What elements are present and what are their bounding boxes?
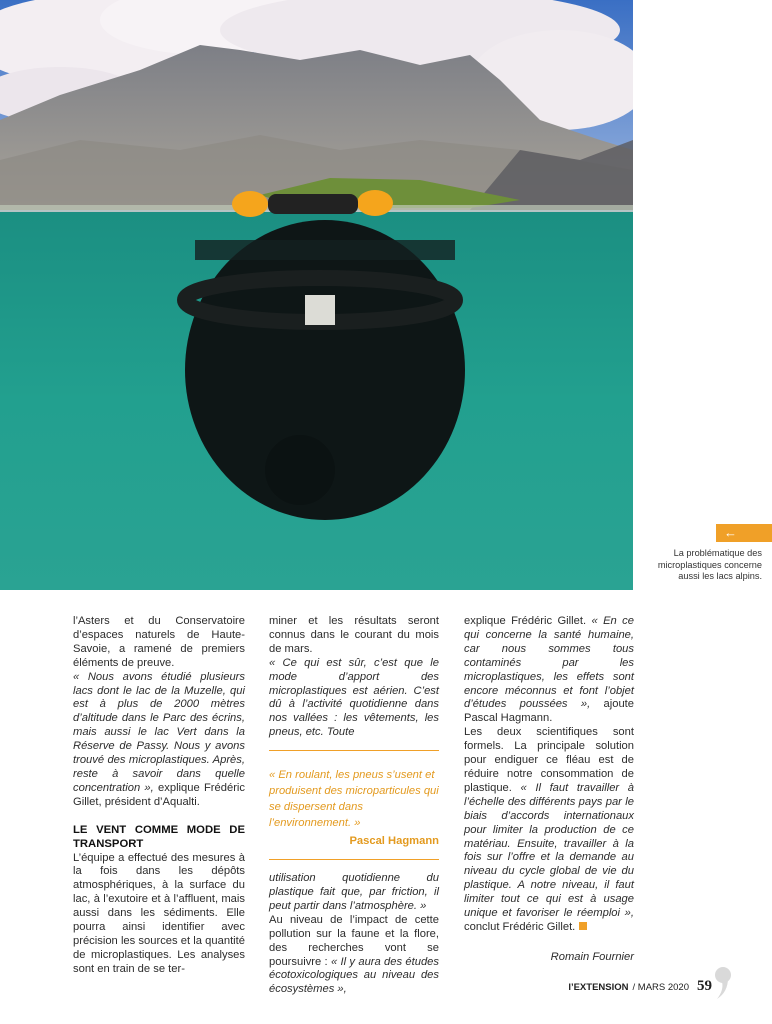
magazine-name: l’EXTENSION <box>568 982 629 993</box>
page-footer <box>568 978 712 995</box>
quote-span: « Il y aura des études écotoxicologiques au niveau des écosystèmes », <box>269 955 439 996</box>
paragraph: miner et les résultats seront connus dans le courant du mois de mars. <box>269 615 439 655</box>
pullquote-text: « En roulant, les pneus s’usent et produisent des microparticules qui se dispersent dans l’environnement. » <box>269 769 439 830</box>
paragraph <box>464 726 634 935</box>
text-span: Au niveau de l’impact de cette pollution sur la faune et la flore, des recherches vont se poursuivre : <box>269 913 439 968</box>
paragraph: « Ce qui est sûr, c’est que le mode d’apport des microplastiques est aérien. C’est dû à l’activité quotidienne dans nos vallées : les vêtements, les pneus, etc. Toute <box>269 656 439 739</box>
hero-photo-diver <box>0 0 633 590</box>
end-mark-square <box>579 922 587 930</box>
photo-caption: La problématique des microplastiques concerne aussi les lacs alpins. <box>657 548 762 581</box>
paragraph <box>269 914 439 997</box>
quote-span: « Il faut travailler à l’échelle des différents pays par le biais d’accords internationaux pour limiter la production de ce matériau. Ensuite, travailler à la fois sur l’offre et la demande au niveau du cycle global de vie du plastique. A notre niveau, il faut limiter tout ce qui est à usage unique et favoriser le réemploi », <box>464 781 634 920</box>
author-signature: Romain Fournier <box>550 950 634 963</box>
pullquote-rule-bottom <box>269 859 439 860</box>
article-column-2 <box>269 615 439 997</box>
text-span: conclut Frédéric Gillet. <box>464 920 576 933</box>
arrow-left-icon: ← <box>724 525 737 540</box>
paragraph <box>73 671 245 810</box>
attribution-span: explique Frédéric Gillet, président d’Aqualti. <box>73 781 245 808</box>
quote-mark-icon <box>712 966 734 1000</box>
paragraph: L’équipe a effectué des mesures à la fois dans les dépôts atmosphériques, à la surface du lac, à l’exutoire et à l’affluent, mais aussi dans les sédiments. Elle pourra ainsi identifier avec précision les sources et la quantité de microplastiques. Les analyses sont en train de se ter- <box>73 851 245 975</box>
paragraph <box>464 615 634 726</box>
pullquote-author: Pascal Hagmann <box>349 835 439 848</box>
caption-arrow-tab <box>716 524 772 542</box>
text-span: Les deux scientifiques sont formels. La principale solution pour endiguer ce fléau est de réduire notre consommation de plastique. <box>464 726 634 794</box>
issue-date: / MARS 2020 <box>632 982 689 993</box>
pullquote-rule-top <box>269 750 439 751</box>
quote-span: « En ce qui concerne la santé humaine, car nous sommes tous contaminés par les microplastiques, les effets sont encore méconnus et font l’objet d’études poussées », <box>464 615 634 711</box>
article-column-3 <box>464 615 634 965</box>
paragraph: l’Asters et du Conservatoire d’espaces naturels de Haute-Savoie, a ramené de premiers éléments de preuve. <box>73 615 245 669</box>
text-span: ajoute Pascal Hagmann. <box>464 698 634 725</box>
quote-span: « Nous avons étudié plusieurs lacs dont le lac de la Muzelle, qui est à plus de 2000 mètres d’altitude dans le Parc des écrins, mais aussi le lac Vert dans la Réserve de Passy. Nous y avons trouvé des microplastiques. Après, reste à savoir dans quelle concentration », <box>73 670 245 794</box>
page-number: 59 <box>697 978 712 994</box>
section-subhead: LE VENT COMME MODE DE TRANSPORT <box>73 823 245 850</box>
paragraph: utilisation quotidienne du plastique fait que, par friction, il peut partir dans l’atmosphère. » <box>269 872 439 912</box>
text-span: explique Frédéric Gillet. <box>464 615 592 627</box>
article-column-1 <box>73 615 245 977</box>
